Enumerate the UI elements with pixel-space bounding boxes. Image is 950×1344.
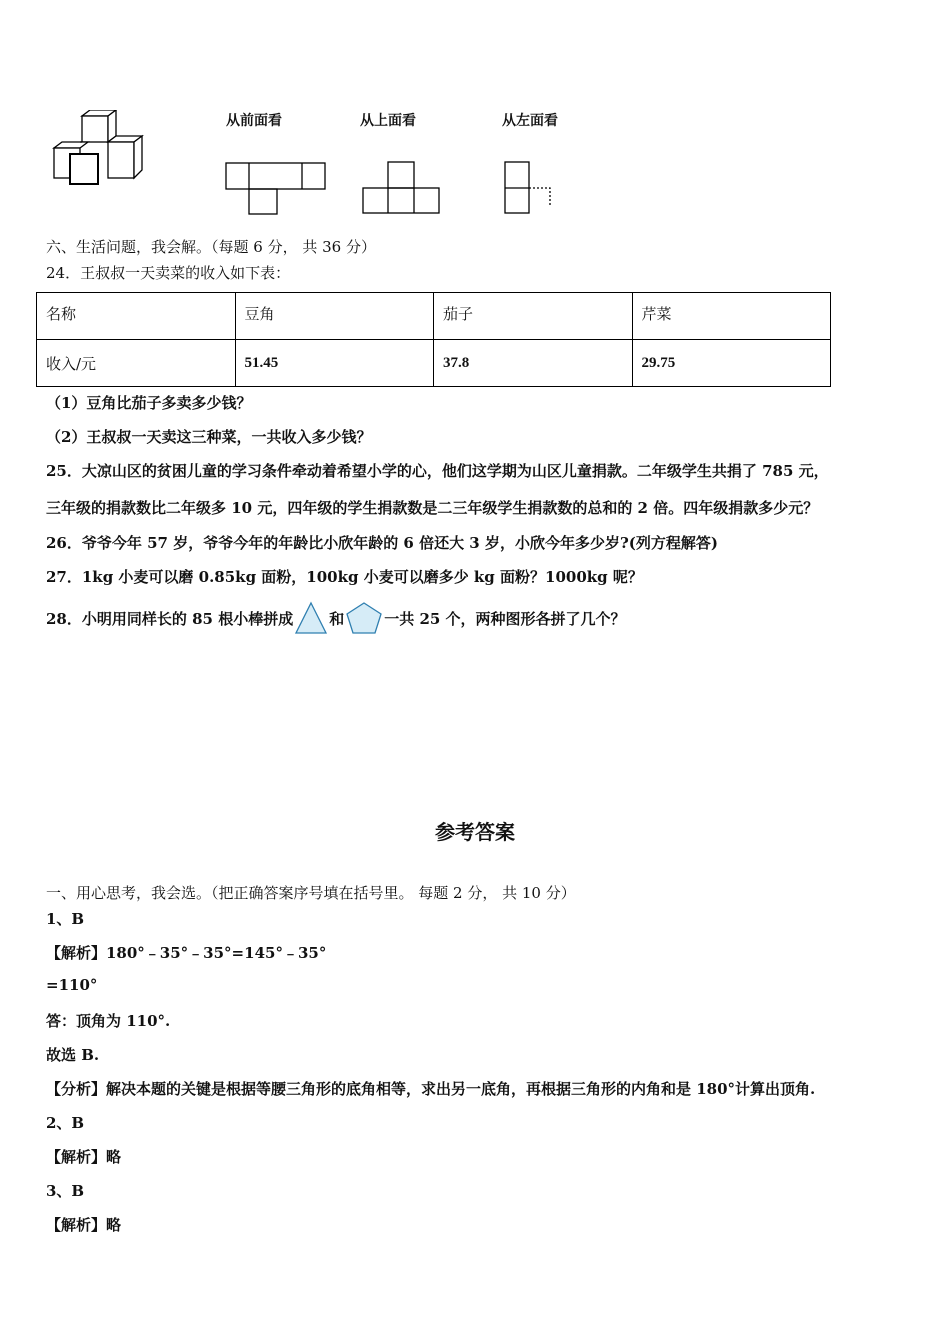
question-24-text: 24．王叔叔一天卖菜的收入如下表： <box>46 264 291 282</box>
question-28-part1: 28．小明用同样长的 85 根小棒拼成 <box>46 609 294 628</box>
left-view-diagram <box>502 160 556 216</box>
cube-stack-figure <box>50 110 160 190</box>
question-28-part3: 一共 25 个，两种图形各拼了几个？ <box>384 609 626 628</box>
front-view-label: 从前面看 <box>226 113 282 129</box>
table-cell: 37.8 <box>434 340 633 387</box>
left-view-label: 从左面看 <box>502 113 558 129</box>
pentagon-icon <box>345 601 383 635</box>
answer-1-explanation-1: 【解析】180°﹣35°﹣35°=145°﹣35° <box>46 944 327 962</box>
question-25-line1: 25．大凉山区的贫困儿童的学习条件牵动着希望小学的心，他们这学期为山区儿童捐款。二年级学生共捐了 785 元， <box>46 462 829 480</box>
answer-2: 2、B <box>46 1114 85 1132</box>
question-28 <box>46 600 626 636</box>
table-row <box>37 340 831 387</box>
answer-1: 1、B <box>46 910 85 928</box>
table-header-cell: 芹菜 <box>632 293 831 340</box>
answer-1-explanation-2: =110° <box>46 976 98 994</box>
table-cell: 51.45 <box>235 340 434 387</box>
question-28-part2: 和 <box>329 609 345 628</box>
answer-1-explanation-4: 故选 B. <box>46 1046 100 1064</box>
answers-section-1-heading: 一、用心思考，我会选。（把正确答案序号填在括号里。 每题 2 分， 共 10 分） <box>46 884 576 902</box>
question-27: 27．1kg 小麦可以磨 0.85kg 面粉，100kg 小麦可以磨多少 kg 面粉？1000kg 呢？ <box>46 568 643 586</box>
top-view-diagram <box>360 160 442 216</box>
table-row <box>37 293 831 340</box>
table-cell: 29.75 <box>632 340 831 387</box>
section-6-heading: 六、生活问题，我会解。（每题 6 分， 共 36 分） <box>46 238 376 256</box>
answers-title: 参考答案 <box>435 820 515 844</box>
question-24-sub1: （1）豆角比茄子多卖多少钱？ <box>46 394 252 412</box>
top-view-label: 从上面看 <box>360 113 416 129</box>
table-header-cell: 豆角 <box>235 293 434 340</box>
table-header-cell: 茄子 <box>434 293 633 340</box>
income-table <box>36 292 831 387</box>
triangle-icon <box>294 601 328 635</box>
question-25-line2: 三年级的捐款数比二年级多 10 元，四年级的学生捐款数是二三年级学生捐款数的总和的 2 倍。四年级捐款多少元？ <box>46 499 819 517</box>
front-view-diagram <box>224 160 328 216</box>
answer-1-explanation-3: 答：顶角为 110°. <box>46 1012 171 1030</box>
answer-3: 3、B <box>46 1182 85 1200</box>
question-26: 26．爷爷今年 57 岁，爷爷今年的年龄比小欣年龄的 6 倍还大 3 岁，小欣今年多少岁?(列方程解答) <box>46 534 718 552</box>
table-header-cell: 名称 <box>37 293 236 340</box>
answer-3-explanation: 【解析】略 <box>46 1216 122 1234</box>
question-24-sub2: （2）王叔叔一天卖这三种菜，一共收入多少钱？ <box>46 428 372 446</box>
table-row-label: 收入/元 <box>37 340 236 387</box>
answer-2-explanation: 【解析】略 <box>46 1148 122 1166</box>
answer-1-analysis: 【分析】解决本题的关键是根据等腰三角形的底角相等，求出另一底角，再根据三角形的内角和是 180°计算出顶角. <box>46 1080 816 1098</box>
